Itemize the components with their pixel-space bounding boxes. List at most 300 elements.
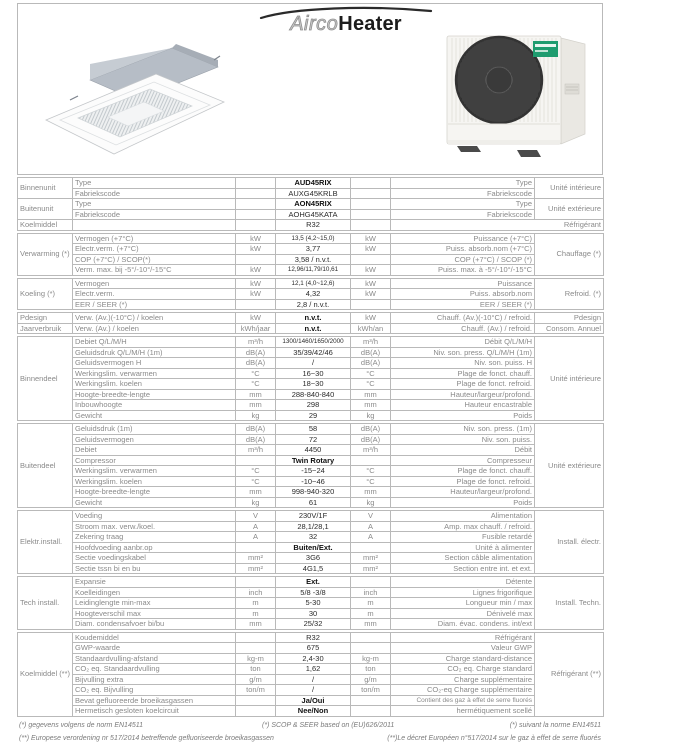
spec-cell-unit (236, 695, 276, 706)
spec-cell-fr: Puiss. absorb.nom (391, 289, 535, 300)
spec-row (18, 632, 604, 643)
spec-cell-val: 58 (276, 424, 351, 435)
spec-cell-lbl: Hoogte-breedte-lengte (73, 389, 236, 400)
spec-cell-unit (236, 178, 276, 189)
spec-section-7 (17, 576, 604, 630)
spec-cell-val: Buiten/Ext. (276, 542, 351, 553)
spec-cell-fr: Niv. son. puiss. (391, 434, 535, 445)
spec-cell-unit: mm² (236, 563, 276, 574)
spec-cell-lbl: CO₂ eq. Bijvulling (73, 685, 236, 696)
spec-row (18, 598, 604, 609)
spec-cell-cat: Buitendeel (18, 424, 73, 508)
spec-cell-fr: Valeur GWP (391, 643, 535, 654)
spec-cell-fr: Longueur min / max (391, 598, 535, 609)
spec-cell-fr: Chauff. (Av.) / refroid. (391, 323, 535, 334)
spec-cell-fr: Compresseur (391, 455, 535, 466)
spec-cell-lbl: Electr.verm. (+7°C) (73, 244, 236, 255)
spec-cell-val: R32 (276, 632, 351, 643)
spec-cell-fr: Chauff. (Av.)(-10°C) / refroid. (391, 313, 535, 324)
spec-cell-unit: m (351, 598, 391, 609)
spec-cell-unit (351, 577, 391, 588)
spec-cell-unit: kg (351, 497, 391, 508)
spec-cell-lbl: Debiet Q/L/M/H (73, 337, 236, 348)
spec-cell-unit: kg (351, 410, 391, 421)
spec-cell-lbl: Stroom max. verw./koel. (73, 521, 236, 532)
spec-cell-lbl: Hoofdvoeding aanbr.op (73, 542, 236, 553)
outdoor-brand-badge (533, 41, 558, 57)
spec-cell-fr: COP (+7°C) / SCOP (*) (391, 254, 535, 265)
spec-cell-unit: ton/m (236, 685, 276, 696)
spec-cell-unit (351, 220, 391, 231)
spec-cell-lbl: Verw. (Av.) / koelen (73, 323, 236, 334)
spec-row (18, 563, 604, 574)
spec-cell-lbl: Hermetisch gesloten koelcircuit (73, 706, 236, 717)
spec-cell-unit: mm (351, 487, 391, 498)
spec-cell-catr: Unité extérieure (535, 199, 604, 220)
spec-cell-lbl: Expansie (73, 577, 236, 588)
spec-cell-val: Nee/Non (276, 706, 351, 717)
spec-cell-unit (236, 209, 276, 220)
spec-cell-fr: Fabriekscode (391, 209, 535, 220)
spec-cell-unit: kW (236, 289, 276, 300)
spec-cell-val: 3G6 (276, 553, 351, 564)
spec-cell-fr: Poids (391, 410, 535, 421)
spec-cell-lbl: Werkingslim. koelen (73, 379, 236, 390)
spec-cell-lbl: Werkingslim. verwarmen (73, 368, 236, 379)
spec-cell-fr: Type (391, 178, 535, 189)
spec-cell-val: 1,62 (276, 664, 351, 675)
spec-cell-val: 675 (276, 643, 351, 654)
spec-cell-val: 230V/1F (276, 511, 351, 522)
spec-section-0 (17, 177, 604, 231)
spec-cell-fr: Plage de fonct. chauff. (391, 466, 535, 477)
spec-cell-fr: Puissance (+7°C) (391, 233, 535, 244)
spec-cell-lbl: CO₂ eq. Standaardvulling (73, 664, 236, 675)
spec-cell-unit (236, 299, 276, 310)
spec-cell-lbl: Standaardvulling-afstand (73, 653, 236, 664)
spec-row (18, 278, 604, 289)
spec-cell-lbl: Type (73, 178, 236, 189)
spec-row (18, 337, 604, 348)
spec-cell-fr: CO₂ eq. Charge standard (391, 664, 535, 675)
spec-cell-lbl: Leidinglengte min-max (73, 598, 236, 609)
spec-cell-fr: Unité à alimenter (391, 542, 535, 553)
spec-cell-fr: Fusible retardé (391, 532, 535, 543)
spec-cell-fr: Diam. évac. condens. int/ext (391, 619, 535, 630)
spec-cell-val: n.v.t. (276, 313, 351, 324)
spec-cell-unit: A (236, 532, 276, 543)
spec-cell-fr: Section câble alimentation (391, 553, 535, 564)
spec-table (17, 177, 603, 719)
spec-cell-fr: Réfrigérant (391, 220, 604, 231)
spec-row (18, 553, 604, 564)
spec-cell-unit: inch (236, 587, 276, 598)
spec-cell-unit (236, 199, 276, 210)
spec-cell-val: 3,77 (276, 244, 351, 255)
spec-row (18, 424, 604, 435)
spec-cell-unit: kW (351, 278, 391, 289)
spec-cell-val: 28,1/28,1 (276, 521, 351, 532)
spec-cell-fr: Hauteur/largeur/profond. (391, 487, 535, 498)
spec-cell-unit: dB(A) (236, 424, 276, 435)
spec-cell-fr: Plage de fonct. refroid. (391, 379, 535, 390)
spec-cell-lbl: Type (73, 199, 236, 210)
spec-row (18, 653, 604, 664)
spec-cell-val: n.v.t. (276, 323, 351, 334)
spec-cell-val: 4G1,5 (276, 563, 351, 574)
spec-cell-unit (236, 577, 276, 588)
spec-cell-lbl: Geluidsdruk (1m) (73, 424, 236, 435)
spec-cell-unit: dB(A) (351, 434, 391, 445)
spec-cell-unit: kWh/jaar (236, 323, 276, 334)
spec-cell-catr: Unité intérieure (535, 337, 604, 421)
spec-cell-lbl: Geluidsvermogen (73, 434, 236, 445)
spec-cell-lbl: Gewicht (73, 497, 236, 508)
spec-cell-unit: kW (351, 233, 391, 244)
spec-cell-unit: mm² (351, 563, 391, 574)
spec-cell-lbl: Werkingslim. koelen (73, 476, 236, 487)
spec-cell-fr: Hauteur encastrable (391, 400, 535, 411)
spec-cell-unit: kg (236, 410, 276, 421)
spec-row (18, 455, 604, 466)
spec-cell-val: 29 (276, 410, 351, 421)
spec-row (18, 358, 604, 369)
spec-cell-unit (351, 455, 391, 466)
spec-row (18, 445, 604, 456)
spec-cell-val: 61 (276, 497, 351, 508)
spec-cell-unit: °C (236, 476, 276, 487)
spec-cell-unit: °C (351, 368, 391, 379)
spec-cell-unit (236, 188, 276, 199)
spec-cell-fr: CO₂-eq Charge supplémentaire (391, 685, 535, 696)
spec-cell-val: AUD45RIX (276, 178, 351, 189)
spec-cell-cat: Koeling (*) (18, 278, 73, 310)
spec-cell-fr: Charge supplémentaire (391, 674, 535, 685)
spec-cell-unit: kW (351, 289, 391, 300)
spec-row (18, 323, 604, 334)
spec-section-1 (17, 233, 604, 276)
spec-row (18, 608, 604, 619)
spec-row (18, 466, 604, 477)
spec-cell-val: 3,58 / n.v.t. (276, 254, 351, 265)
spec-cell-unit: °C (351, 476, 391, 487)
spec-row (18, 532, 604, 543)
spec-cell-unit (351, 254, 391, 265)
spec-cell-catr: Install. Techn. (535, 577, 604, 630)
spec-cell-unit: g/m (236, 674, 276, 685)
spec-cell-unit: mm (236, 389, 276, 400)
spec-cell-fr: Puissance (391, 278, 535, 289)
spec-cell-unit: mm (236, 400, 276, 411)
spec-cell-unit (351, 632, 391, 643)
spec-cell-val: 1300/1460/1650/2000 (276, 337, 351, 348)
spec-row (18, 643, 604, 654)
spec-cell-unit: kW (236, 265, 276, 276)
spec-row (18, 476, 604, 487)
spec-cell-lbl: EER / SEER (*) (73, 299, 236, 310)
spec-cell-lbl: Fabriekscode (73, 188, 236, 199)
spec-cell-unit (236, 542, 276, 553)
spec-row (18, 199, 604, 210)
spec-cell-unit: kW (236, 278, 276, 289)
spec-cell-unit (236, 455, 276, 466)
spec-cell-fr: Niv. son. press. Q/L/M/H (1m) (391, 347, 535, 358)
spec-row (18, 511, 604, 522)
spec-cell-val: R32 (276, 220, 351, 231)
spec-cell-fr: Niv. son. puiss. H (391, 358, 535, 369)
spec-cell-cat: Binnendeel (18, 337, 73, 421)
spec-row (18, 685, 604, 696)
spec-cell-lbl: Fabriekscode (73, 209, 236, 220)
spec-cell-fr: Réfrigérant (391, 632, 535, 643)
spec-row (18, 178, 604, 189)
spec-row (18, 497, 604, 508)
spec-row (18, 299, 604, 310)
spec-cell-lbl: Hoogte-breedte-lengte (73, 487, 236, 498)
spec-cell-unit: A (351, 521, 391, 532)
logo-heater: Heater (338, 13, 402, 35)
spec-cell-unit: mm (351, 400, 391, 411)
spec-cell-fr: Débit (391, 445, 535, 456)
spec-cell-val: 32 (276, 532, 351, 543)
spec-row (18, 254, 604, 265)
spec-cell-fr: Section entre int. et ext. (391, 563, 535, 574)
spec-cell-unit: m (351, 608, 391, 619)
spec-cell-unit: kW (236, 233, 276, 244)
spec-cell-unit: kW (236, 244, 276, 255)
spec-cell-unit: mm² (351, 553, 391, 564)
spec-cell-unit: V (236, 511, 276, 522)
spec-cell-unit (351, 299, 391, 310)
brand-logo (257, 5, 435, 35)
spec-row (18, 587, 604, 598)
footnote-517-2014-nl: (**) Europese verordening nr 517/2014 betreffende gefluoriseerde broeikasgassen (19, 735, 274, 742)
brand-logo-text (257, 13, 435, 35)
spec-cell-fr: Niv. son. press. (1m) (391, 424, 535, 435)
spec-cell-unit: °C (236, 466, 276, 477)
spec-cell-unit: dB(A) (351, 347, 391, 358)
spec-cell-catr: Unité extérieure (535, 424, 604, 508)
spec-cell-val: 12,96/11,79/10,61 (276, 265, 351, 276)
spec-cell-unit: kW (236, 313, 276, 324)
spec-cell-unit: dB(A) (351, 358, 391, 369)
spec-cell-cat: Tech install. (18, 577, 73, 630)
spec-cell-cat: Binnenunit (18, 178, 73, 199)
spec-cell-fr: Hauteur/largeur/profond. (391, 389, 535, 400)
spec-cell-lbl: Diam. condensafvoer bi/bu (73, 619, 236, 630)
spec-cell-lbl: COP (+7°C) / SCOP(*) (73, 254, 236, 265)
spec-row (18, 265, 604, 276)
spec-cell-val: 13,5 (4,2~15,0) (276, 233, 351, 244)
spec-cell-unit: m³/h (236, 445, 276, 456)
spec-cell-lbl: Geluidsdruk Q/L/M/H (1m) (73, 347, 236, 358)
spec-row (18, 674, 604, 685)
spec-cell-cat: Verwarming (*) (18, 233, 73, 275)
spec-cell-val: / (276, 685, 351, 696)
spec-cell-cat: Koelmiddel (**) (18, 632, 73, 716)
spec-cell-val: AON45RIX (276, 199, 351, 210)
spec-row (18, 209, 604, 220)
spec-row (18, 577, 604, 588)
spec-cell-unit: m (236, 608, 276, 619)
footnote-en14511-nl: (*) gegevens volgens de norm EN14511 (19, 722, 144, 729)
spec-row (18, 664, 604, 675)
spec-row (18, 389, 604, 400)
spec-cell-fr: Type (391, 199, 535, 210)
spec-row (18, 410, 604, 421)
spec-cell-val: 72 (276, 434, 351, 445)
outdoor-unit-image (439, 28, 603, 160)
spec-cell-fr: EER / SEER (*) (391, 299, 535, 310)
spec-cell-val: -10~46 (276, 476, 351, 487)
spec-cell-lbl: Compressor (73, 455, 236, 466)
spec-cell-unit (236, 220, 276, 231)
spec-cell-fr: Fabriekscode (391, 188, 535, 199)
spec-cell-cat: Elektr.install. (18, 511, 73, 574)
spec-row (18, 521, 604, 532)
spec-cell-unit: kW (351, 313, 391, 324)
spec-section-3 (17, 312, 604, 334)
spec-cell-unit: kWh/an (351, 323, 391, 334)
spec-cell-fr: Puiss. absorb.nom (+7°C) (391, 244, 535, 255)
spec-cell-unit: m³/h (351, 337, 391, 348)
spec-cell-catr: Install. électr. (535, 511, 604, 574)
spec-cell-lbl: Verw. (Av.)(-10°C) / koelen (73, 313, 236, 324)
spec-cell-unit: °C (351, 466, 391, 477)
spec-cell-unit: °C (351, 379, 391, 390)
spec-row (18, 244, 604, 255)
spec-cell-cat: Pdesign (18, 313, 73, 324)
spec-cell-unit: kg (236, 497, 276, 508)
spec-cell-fr: Amp. max chauff. / refroid. (391, 521, 535, 532)
footnote-scop-seer: (*) SCOP & SEER based on (EU)626/2011 (262, 722, 395, 729)
spec-cell-unit: kg-m (351, 653, 391, 664)
spec-cell-fr: Charge standard-distance (391, 653, 535, 664)
spec-cell-val: 25/32 (276, 619, 351, 630)
spec-cell-unit: dB(A) (236, 434, 276, 445)
spec-cell-unit (351, 178, 391, 189)
spec-section-8 (17, 632, 604, 717)
spec-cell-fr: hermétiquement scellé (391, 706, 535, 717)
spec-cell-fr: Dénivelé max (391, 608, 535, 619)
spec-cell-unit: ton (236, 664, 276, 675)
spec-cell-lbl (73, 220, 236, 231)
spec-cell-val: Ext. (276, 577, 351, 588)
spec-cell-lbl: Hoogteverschil max (73, 608, 236, 619)
spec-cell-val: / (276, 674, 351, 685)
spec-row (18, 487, 604, 498)
spec-cell-val: 16~30 (276, 368, 351, 379)
spec-cell-unit: °C (236, 368, 276, 379)
spec-row (18, 368, 604, 379)
spec-cell-val: 298 (276, 400, 351, 411)
spec-row (18, 233, 604, 244)
spec-cell-fr: Puiss. max. à -5°/-10°/-15°C (391, 265, 535, 276)
spec-cell-unit: ton (351, 664, 391, 675)
spec-cell-unit (236, 706, 276, 717)
spec-cell-unit: dB(A) (236, 358, 276, 369)
spec-cell-lbl: Inbouwhoogte (73, 400, 236, 411)
footnote-en14511-fr: (*) suivant la norme EN14511 (509, 722, 601, 729)
spec-cell-catr: Refroid. (*) (535, 278, 604, 310)
spec-cell-val: -15~24 (276, 466, 351, 477)
spec-cell-val: 4450 (276, 445, 351, 456)
spec-row (18, 379, 604, 390)
spec-cell-catr: Chauffage (*) (535, 233, 604, 275)
spec-row (18, 313, 604, 324)
spec-cell-unit: mm (351, 389, 391, 400)
spec-cell-unit: A (236, 521, 276, 532)
product-images-panel (17, 3, 603, 175)
spec-cell-unit (351, 209, 391, 220)
spec-cell-fr: Plage de fonct. chauff. (391, 368, 535, 379)
spec-cell-val: 18~30 (276, 379, 351, 390)
spec-cell-unit (351, 542, 391, 553)
logo-airco: Airco (290, 13, 339, 35)
spec-row (18, 706, 604, 717)
spec-cell-lbl: Zekering traag (73, 532, 236, 543)
spec-cell-val: 35/39/42/46 (276, 347, 351, 358)
spec-cell-cat: Koelmiddel (18, 220, 73, 231)
spec-cell-unit: dB(A) (351, 424, 391, 435)
footnote-517-2014-fr: (**)Le décret Européen n°517/2014 sur le gaz à effet de serre fluorés (387, 735, 601, 742)
spec-cell-catr: Pdesign (535, 313, 604, 324)
spec-cell-lbl: Geluidsvermogen H (73, 358, 236, 369)
spec-cell-unit: dB(A) (236, 347, 276, 358)
spec-cell-fr: Détente (391, 577, 535, 588)
spec-section-5 (17, 423, 604, 508)
spec-cell-val: 5-30 (276, 598, 351, 609)
spec-cell-lbl: Voeding (73, 511, 236, 522)
spec-cell-lbl: Debiet (73, 445, 236, 456)
spec-cell-unit: mm² (236, 553, 276, 564)
spec-cell-unit (236, 254, 276, 265)
spec-cell-val: 288-840-840 (276, 389, 351, 400)
spec-cell-catr: Consom. Annuel (535, 323, 604, 334)
spec-row (18, 542, 604, 553)
spec-row (18, 434, 604, 445)
spec-section-4 (17, 336, 604, 421)
spec-row (18, 400, 604, 411)
spec-cell-val: 4,32 (276, 289, 351, 300)
spec-cell-unit: mm (351, 619, 391, 630)
spec-cell-val: Ja/Oui (276, 695, 351, 706)
spec-cell-val: Twin Rotary (276, 455, 351, 466)
spec-cell-unit: mm (236, 487, 276, 498)
spec-cell-cat: Jaarverbruik (18, 323, 73, 334)
spec-cell-lbl: Werkingslim. verwarmen (73, 466, 236, 477)
spec-cell-unit: kW (351, 265, 391, 276)
spec-row (18, 695, 604, 706)
spec-section-2 (17, 278, 604, 311)
spec-row (18, 220, 604, 231)
spec-cell-val: 2,4-30 (276, 653, 351, 664)
spec-cell-unit: m (236, 598, 276, 609)
spec-cell-unit (236, 632, 276, 643)
spec-cell-unit (351, 695, 391, 706)
spec-cell-unit: inch (351, 587, 391, 598)
spec-cell-unit: mm (236, 619, 276, 630)
spec-cell-val: 2,8 / n.v.t. (276, 299, 351, 310)
spec-cell-unit: m³/h (351, 445, 391, 456)
spec-cell-lbl: Vermogen (73, 278, 236, 289)
spec-cell-catr: Unité intérieure (535, 178, 604, 199)
spec-cell-val: 12,1 (4,0~12,6) (276, 278, 351, 289)
spec-cell-lbl: Sectie tssn bi en bu (73, 563, 236, 574)
spec-cell-val: / (276, 358, 351, 369)
spec-cell-lbl: Electr.verm. (73, 289, 236, 300)
spec-cell-fr: Débit Q/L/M/H (391, 337, 535, 348)
